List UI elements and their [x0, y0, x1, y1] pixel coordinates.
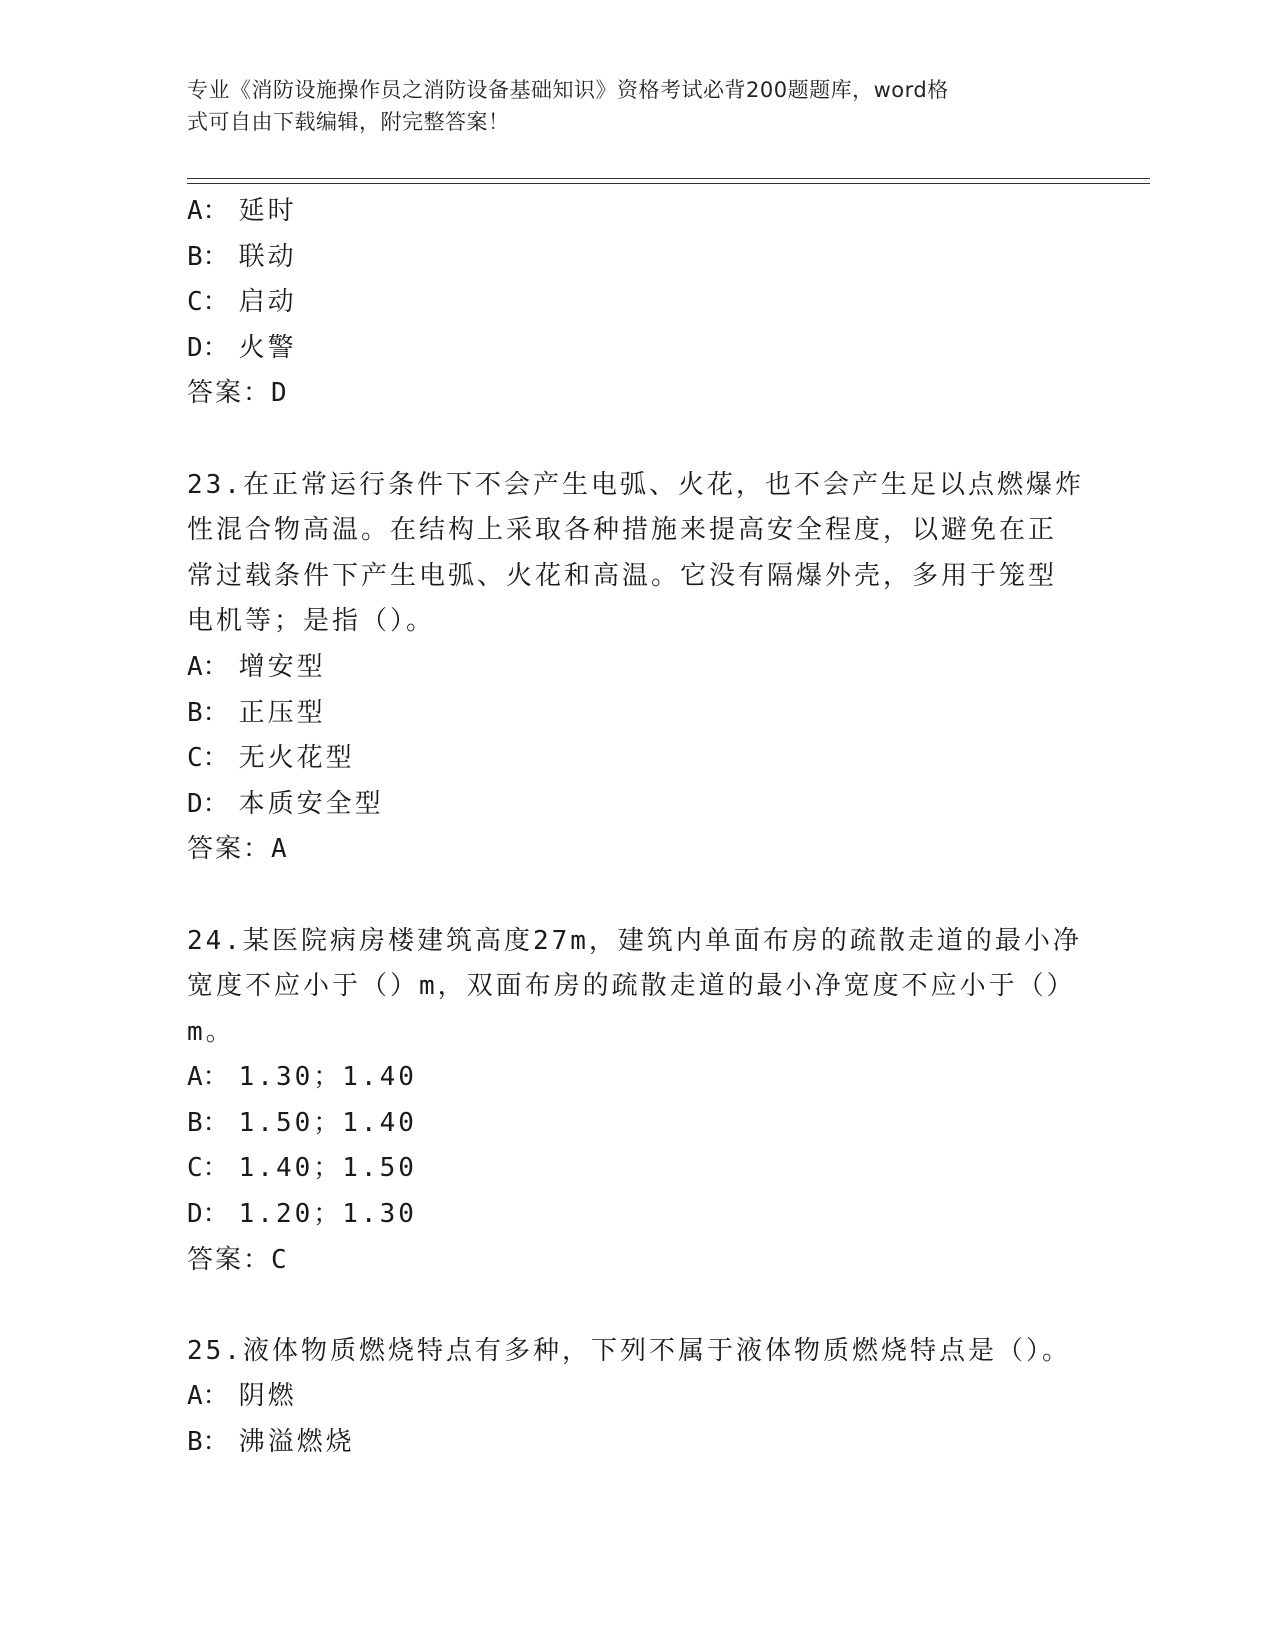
answer-value: A	[271, 834, 289, 865]
answer-label: 答案：	[187, 834, 272, 865]
header-divider-top	[187, 178, 1150, 179]
header-divider-bottom	[187, 183, 1150, 184]
option-a: A： 增安型	[187, 651, 326, 682]
header-line-1: 专业《消防设施操作员之消防设备基础知识》资格考试必背200题题库，word格	[187, 78, 949, 102]
question-25	[187, 1329, 1087, 1466]
answer-label: 答案：	[187, 378, 272, 409]
spacer	[187, 1283, 1087, 1329]
option-a: A： 阴燃	[187, 1381, 297, 1412]
question-text-line: 性混合物高温。在结构上采取各种措施来提高安全程度，以避免在正	[187, 515, 1058, 546]
option-b: B： 联动	[187, 241, 297, 272]
document-header	[187, 74, 1087, 138]
question-text-line: 常过载条件下产生电弧、火花和高温。它没有隔爆外壳，多用于笼型	[187, 560, 1058, 591]
answer-line	[187, 827, 1087, 873]
option-d: D： 1.20；1.30	[187, 1199, 417, 1230]
option-c: C： 1.40；1.50	[187, 1153, 417, 1184]
question-22	[187, 189, 1087, 417]
answer-line	[187, 1238, 1087, 1284]
option-c: C： 启动	[187, 287, 297, 318]
option-d: D： 本质安全型	[187, 788, 384, 819]
question-text-line: 宽度不应小于（）m，双面布房的疏散走道的最小净宽度不应小于（）	[187, 971, 1076, 1002]
option-d: D： 火警	[187, 332, 297, 363]
option-c: C： 无火花型	[187, 743, 355, 774]
question-23	[187, 463, 1087, 873]
answer-value: C	[271, 1244, 289, 1275]
option-a: A： 1.30；1.40	[187, 1062, 417, 1093]
option-b: B： 沸溢燃烧	[187, 1427, 355, 1458]
question-text-line: 电机等；是指（）。	[187, 606, 436, 637]
question-text-line: 25.液体物质燃烧特点有多种，下列不属于液体物质燃烧特点是（）。	[187, 1335, 1071, 1366]
option-a: A： 延时	[187, 196, 297, 226]
answer-label: 答案：	[187, 1244, 272, 1275]
answer-value: D	[271, 378, 289, 409]
question-text-line: 23.在正常运行条件下不会产生电弧、火花，也不会产生足以点燃爆炸	[187, 469, 1084, 500]
spacer	[187, 417, 1087, 463]
spacer	[187, 873, 1087, 919]
option-b: B： 正压型	[187, 697, 326, 728]
answer-line	[187, 371, 1087, 417]
header-line-2: 式可自由下载编辑，附完整答案！	[187, 110, 510, 134]
question-24	[187, 919, 1087, 1284]
option-b: B： 1.50；1.40	[187, 1107, 417, 1138]
question-text-line: 24.某医院病房楼建筑高度27m，建筑内单面布房的疏散走道的最小净	[187, 925, 1082, 956]
question-content	[187, 189, 1087, 1466]
question-text-line: m。	[187, 1016, 235, 1047]
